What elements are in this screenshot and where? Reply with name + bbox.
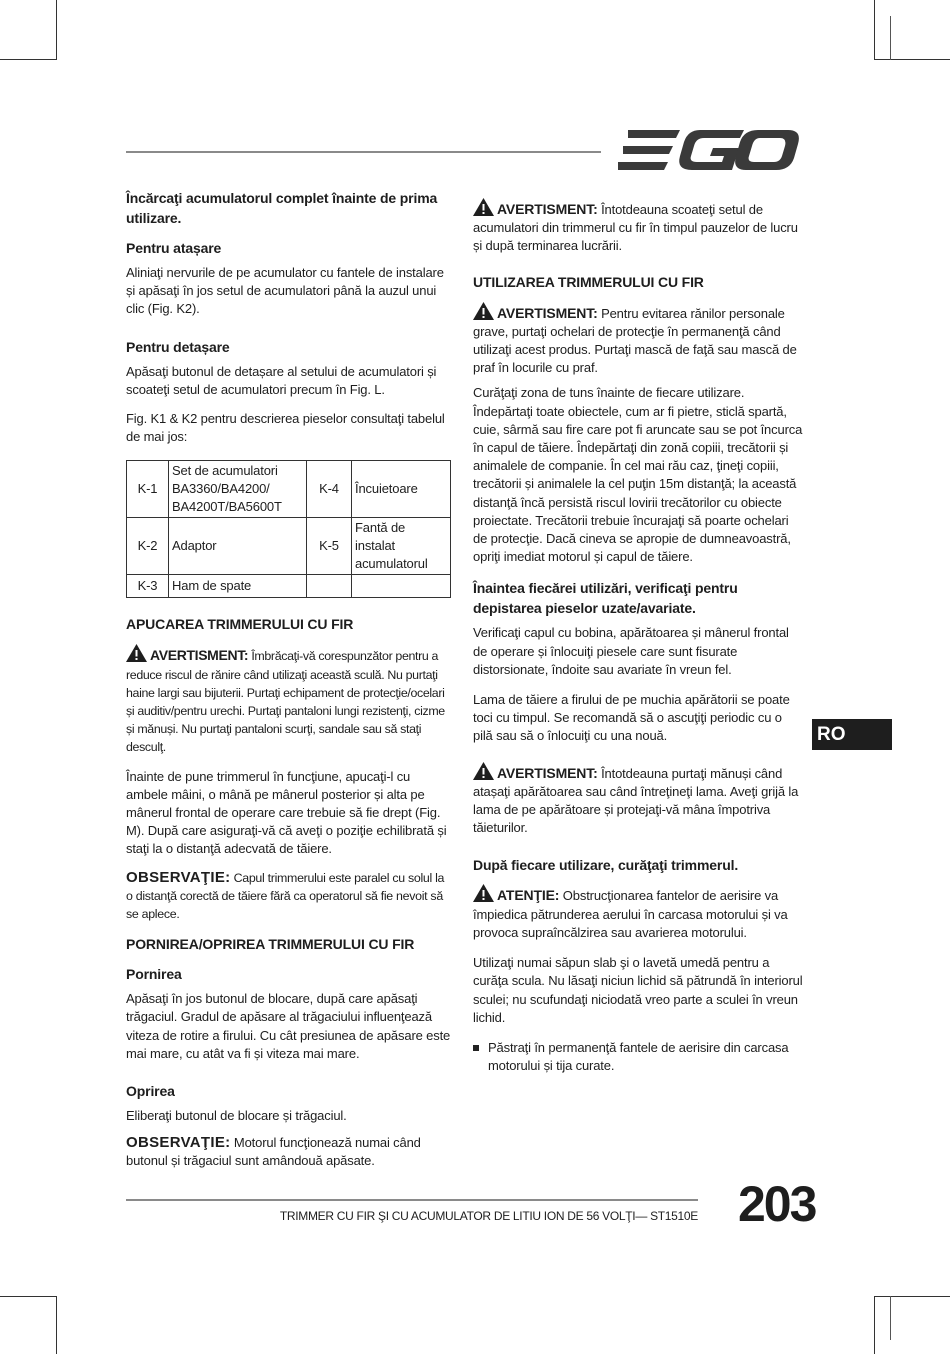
right-column bbox=[473, 198, 803, 1075]
warning-label: AVERTISMENT: bbox=[497, 304, 598, 321]
crop-mark bbox=[874, 0, 875, 60]
observation-text: Capul trimmerului este paralel cu solul la o distanţă corectă de tăiere fără ca operatorul să fie nevoit să se aplece. bbox=[126, 870, 445, 922]
part-name: Încuietoare bbox=[352, 461, 451, 518]
attention-text: Obstrucţionarea fantelor de aerisire va împiedica pătrunderea aerului în carcasa motorului și va provoca supraîncălzirea sau avarierea motorului. bbox=[473, 888, 788, 940]
observation-text: Motorul funcţionează numai când butonul și trăgaciul sunt amândouă apăsate. bbox=[126, 1135, 421, 1169]
observation-label: OBSERVAŢIE: bbox=[126, 1134, 231, 1152]
stop-text: Eliberaţi butonul de blocare și trăgaciul. bbox=[126, 1108, 347, 1124]
use-heading: UTILIZAREA TRIMMERULUI CU FIR bbox=[473, 273, 704, 290]
warning-text: Întotdeauna purtaţi mănuși când atașaţi apărătoarea sau când întreţineţi lama. Aveţi grijă la lama de pe apărătoare și protejaţi-vă mâna împotriva tăieturilor. bbox=[473, 765, 799, 836]
crop-mark bbox=[874, 1296, 875, 1354]
after-use-heading: După fiecare utilizare, curăţaţi trimmerul. bbox=[473, 857, 739, 874]
attach-text: Aliniaţi nervurile de pe acumulator cu fantele de instalare și apăsaţi în jos setul de acumulatori până la auzul unui clic (Fig. K2). bbox=[126, 265, 444, 317]
clean-area-text: Curăţaţi zona de tuns înainte de fiecare utilizare. Îndepărtaţi toate obiectele, cum ar fi pietre, sticlă spartă, cuie, sârmă sau fire care pot fi aruncate sau se pot încurca în capul de tăiere. Îndepărtaţi din zonă copiii, trecătorii și animalele de companie. În cel mai rău caz, ţineţi copiii, trecătorii și animalele la cel puţin 15m distanţă; la această distanţă încă persistă riscul lovirii trecătorilor cu obiecte proiectate. Trecătorii trebuie încurajaţi să poarte ochelari de protecţie. Dacă cineva se apropie de dumneavoastră, opriţi imediat motorul și capul de tăiere. bbox=[473, 385, 803, 565]
detach-text: Apăsaţi butonul de detașare al setului de acumulatori și scoateţi setul de acumulatori precum în Fig. L. bbox=[126, 363, 437, 397]
table-row bbox=[127, 518, 451, 575]
observation-2 bbox=[126, 1134, 451, 1170]
warning-text: Îmbrăcaţi-vă corespunzător pentru a reduce riscul de rănire când utilizaţi această sculă. Nu purtaţi haine largi sau bijuterii. Purtaţi echipament de protecţie/ocelari și auditiv/pentru urechi. Purtaţi pantaloni lungi rezistenţi, cizme și mănuși. Nu purtaţi pantaloni scurţi, sandale sau să staţi desculţ. bbox=[126, 649, 445, 755]
warning-icon bbox=[473, 884, 494, 902]
part-code: K-2 bbox=[127, 518, 169, 575]
warning-label: AVERTISMENT: bbox=[150, 647, 249, 664]
crop-mark bbox=[56, 1296, 57, 1354]
crop-mark bbox=[0, 59, 57, 60]
grip-heading: APUCAREA TRIMMERULUI CU FIR bbox=[126, 616, 354, 633]
crop-mark bbox=[0, 1296, 57, 1297]
part-name: Set de acumulatori BA3360/BA4200/ BA4200T/BA5600T bbox=[169, 461, 307, 518]
check-text: Verificaţi capul cu bobina, apărătoarea și mânerul frontal de operare și înlocuiţi piesele care sunt fisurate distorsionate, îndoite sau avariate în vreun fel. bbox=[473, 625, 789, 677]
observation-label: OBSERVAŢIE: bbox=[126, 868, 231, 886]
page-number: 203 bbox=[738, 1176, 816, 1232]
crop-mark bbox=[890, 16, 891, 60]
stop-subheading: Oprirea bbox=[126, 1083, 175, 1100]
warning-gloves bbox=[473, 762, 803, 838]
fig-note: Fig. K1 & K2 pentru descrierea pieselor consultaţi tabelul de mai jos: bbox=[126, 411, 445, 445]
language-tab: RO bbox=[812, 719, 892, 750]
crop-mark bbox=[874, 1296, 950, 1297]
grip-text: Înainte de pune trimmerul în funcţiune, apucaţi-l cu ambele mâini, o mână pe mânerul posterior și alta pe mânerul frontal de operare care trebuie să fie drept (Fig. M). După care asiguraţi-vă că aveţi o poziţie echilibrată și staţi la o distanţă adecvată de tăiere. bbox=[126, 768, 447, 857]
part-code: K-3 bbox=[127, 575, 169, 598]
bullet-icon bbox=[473, 1045, 479, 1051]
attention-note bbox=[473, 884, 803, 942]
warning-label: AVERTISMENT: bbox=[497, 201, 598, 217]
detach-heading: Pentru detașare bbox=[126, 338, 230, 355]
crop-mark bbox=[890, 1296, 891, 1340]
ego-logo bbox=[618, 128, 800, 173]
footer-rule bbox=[126, 1199, 698, 1201]
part-code: K-4 bbox=[307, 461, 352, 518]
part-name bbox=[352, 575, 451, 598]
part-name: Fantă de instalat acumulatorul bbox=[352, 518, 451, 575]
start-text: Apăsaţi în jos butonul de blocare, după care apăsaţi trăgaciul. Gradul de apăsare al trăgaciului influenţează viteza de rotire a firului. Cu cât presiunea de apăsare este mai mare, cu atât va fi și viteza mai mare. bbox=[126, 991, 451, 1061]
attention-label: ATENŢIE: bbox=[497, 887, 560, 904]
header-rule bbox=[126, 151, 601, 153]
left-column bbox=[126, 188, 451, 1182]
warning-icon bbox=[473, 762, 494, 780]
crop-mark bbox=[56, 0, 57, 60]
warning-icon bbox=[126, 644, 147, 662]
bullet-text: Păstraţi în permanenţă fantele de aerisire din carcasa motorului și tija curate. bbox=[488, 1039, 789, 1074]
part-name: Ham de spate bbox=[169, 575, 307, 598]
observation-1 bbox=[126, 869, 451, 924]
parts-table bbox=[126, 460, 451, 598]
warning-eye-protection bbox=[473, 302, 803, 378]
part-code: K-1 bbox=[127, 461, 169, 518]
grip-warning bbox=[126, 644, 451, 756]
table-row bbox=[127, 575, 451, 598]
footer-text: TRIMMER CU FIR ŞI CU ACUMULATOR DE LITIU ION DE 56 VOLŢI— ST1510E bbox=[279, 1209, 698, 1223]
part-code bbox=[307, 575, 352, 598]
table-row bbox=[127, 461, 451, 518]
warning-icon bbox=[473, 302, 494, 320]
part-name: Adaptor bbox=[169, 518, 307, 575]
crop-mark bbox=[874, 59, 950, 60]
warning-label: AVERTISMENT: bbox=[497, 764, 598, 781]
soap-text: Utilizaţi numai săpun slab şi o lavetă umedă pentru a curăţa scula. Nu lăsaţi niciun lichid să pătrundă în interiorul sculei; nu scufundaţi niciodată vreo parte a sculei în vreun lichid. bbox=[473, 955, 803, 1025]
list-item bbox=[473, 1039, 803, 1075]
start-subheading: Pornirea bbox=[126, 966, 182, 983]
attach-heading: Pentru atașare bbox=[126, 240, 222, 256]
warning-battery-removal bbox=[473, 198, 803, 256]
warning-icon bbox=[473, 198, 494, 216]
part-code: K-5 bbox=[307, 518, 352, 575]
warning-text: Întotdeauna scoateţi setul de acumulatori din trimmerul cu fir în timpul pauzelor de lucru și după terminarea lucrării. bbox=[473, 202, 798, 254]
warning-text: Pentru evitarea rănilor personale grave, purtaţi ochelari de protecţie în permanenţă când utilizaţi acest produs. Purtaţi mască de faţă sau mască de praf în locurile cu praf. bbox=[473, 305, 797, 376]
check-heading: Înaintea fiecărei utilizări, verificaţi pentru depistarea pieselor uzate/avariate. bbox=[473, 580, 738, 617]
charge-note: Încărcaţi acumulatorul complet înainte de prima utilizare. bbox=[126, 190, 438, 226]
start-stop-heading: PORNIREA/OPRIREA TRIMMERULUI CU FIR bbox=[126, 936, 415, 953]
blade-text: Lama de tăiere a firului de pe muchia apărătorii se poate toci cu timpul. Se recomandă să o ascuţiţi periodic cu o pilă sau să o înlocuiţi cu una nouă. bbox=[473, 692, 790, 744]
